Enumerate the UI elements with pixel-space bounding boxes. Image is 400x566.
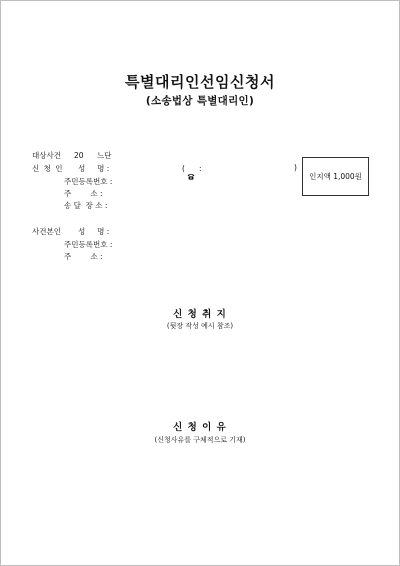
applicant-service-address-label: 송 달 장 소 :: [64, 201, 108, 210]
applicant-label: 신 청 인: [32, 164, 64, 173]
principal-address-label: 주 소 :: [64, 252, 103, 261]
phone-icon: [187, 165, 195, 172]
case-type: 느단: [97, 151, 112, 160]
phone-close-paren: ): [294, 163, 297, 172]
principal-name-label: 성 명 :: [78, 227, 110, 236]
principal-id-label: 주민등록번호 :: [64, 240, 113, 249]
applicant-id-label: 주민등록번호 :: [64, 177, 113, 186]
reason-heading: 신 청 이 유: [173, 422, 227, 433]
applicant-address-label: 주 소 :: [64, 189, 103, 198]
reason-note: (신청사유를 구체적으로 기재): [154, 436, 246, 444]
document-title: 특별대리인선임신청서: [125, 73, 275, 91]
phone-colon: :: [199, 164, 202, 173]
document-subtitle: (소송법상 특별대리인): [145, 95, 255, 107]
purpose-heading: 신 청 취 지: [173, 309, 227, 320]
phone-open-paren: (: [182, 164, 185, 173]
case-year: 20: [74, 151, 84, 160]
stamp-fee-box: [302, 157, 369, 196]
purpose-note: (뒷장 작성 예시 참조): [166, 322, 234, 330]
principal-label: 사건본인: [32, 227, 61, 236]
case-label: 대상사건: [32, 151, 61, 160]
stamp-fee-text: 인지액 1,000원: [309, 172, 362, 181]
applicant-name-label: 성 명 :: [78, 164, 110, 173]
